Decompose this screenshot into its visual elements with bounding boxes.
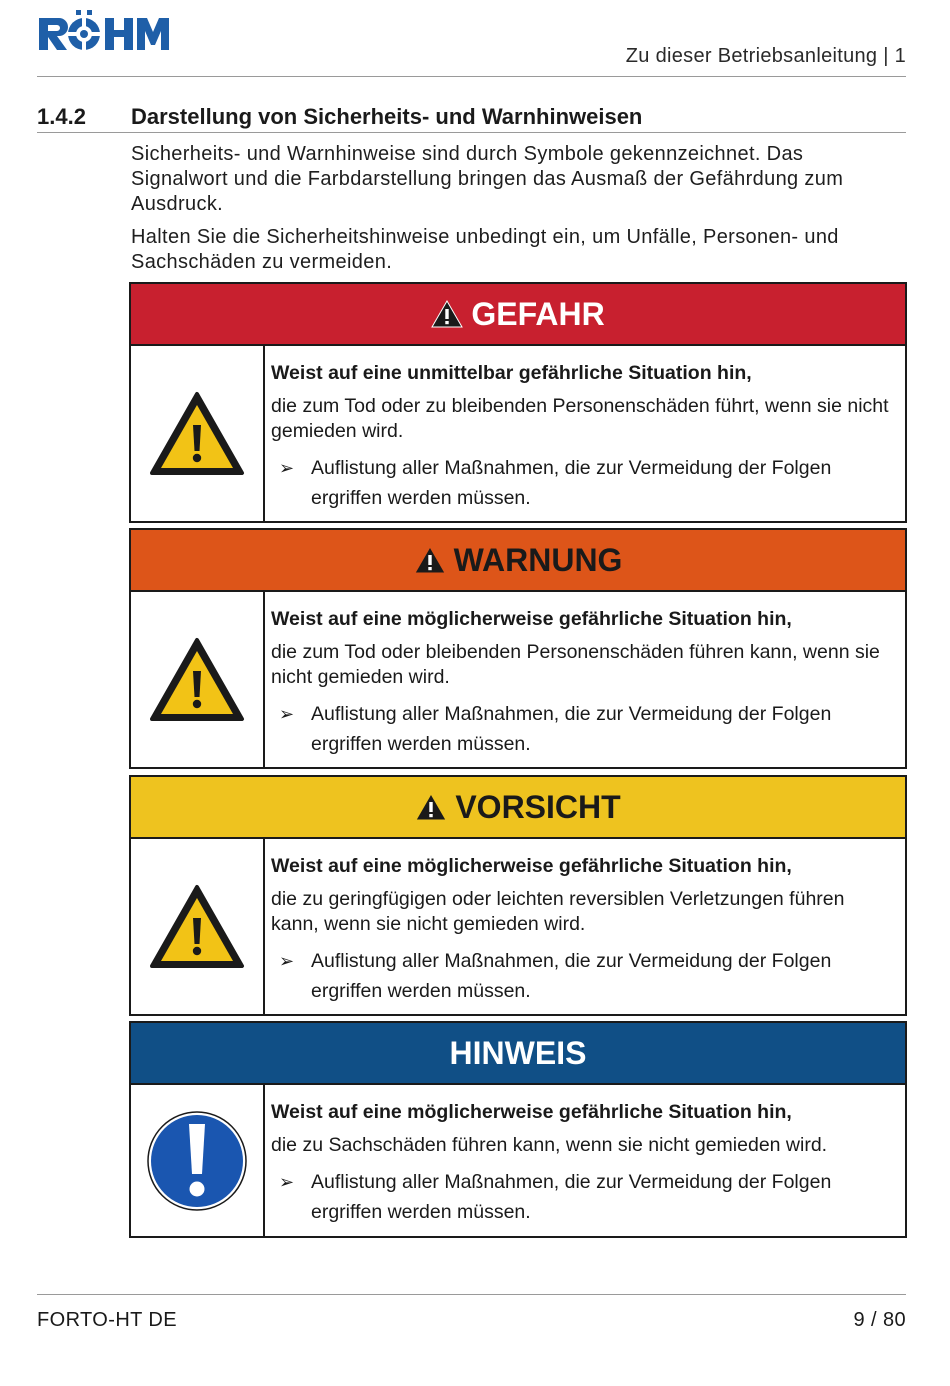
signal-band — [131, 284, 905, 346]
arrow-bullet-icon: ➢ — [279, 951, 295, 971]
footer-divider — [37, 1294, 906, 1295]
measure-text: Auflistung aller Maßnahmen, die zur Vermeidung der Folgen ergriffen werden müssen. — [311, 1171, 832, 1223]
warning-triangle-icon — [149, 637, 245, 723]
small-warning-triangle-icon — [431, 300, 463, 328]
header-divider — [37, 76, 906, 77]
notice-lead: Weist auf eine möglicherweise gefährliche Situation hin, — [271, 1101, 792, 1123]
signal-word: HINWEIS — [449, 1034, 587, 1071]
section-divider — [37, 132, 906, 133]
measure-text: Auflistung aller Maßnahmen, die zur Vermeidung der Folgen ergriffen werden müssen. — [311, 950, 832, 1002]
icon-cell — [131, 1085, 265, 1236]
small-warning-triangle-icon — [414, 546, 446, 574]
small-warning-triangle-icon — [415, 793, 447, 821]
notice-lead: Weist auf eine unmittelbar gefährliche Situation hin, — [271, 362, 752, 384]
warning-triangle-icon — [149, 391, 245, 477]
measure-text: Auflistung aller Maßnahmen, die zur Vermeidung der Folgen ergriffen werden müssen. — [311, 457, 832, 509]
notice-description: die zum Tod oder zu bleibenden Personenschäden führt, wenn sie nicht gemieden wird. — [271, 395, 889, 442]
notice-description: die zu geringfügigen oder leichten reversiblen Verletzungen führen kann, wenn sie nicht gemieden wird. — [271, 888, 845, 935]
arrow-bullet-icon: ➢ — [279, 1172, 295, 1192]
page-number: 9 / 80 — [853, 1309, 906, 1331]
measure-list-item — [271, 946, 897, 1006]
section-title: Darstellung von Sicherheits- und Warnhinweisen — [131, 104, 643, 129]
notice-vorsicht — [129, 775, 907, 1016]
intro-paragraph-2: Halten Sie die Sicherheitshinweise unbedingt ein, um Unfälle, Personen- und Sachschäden zu vermeiden. — [131, 226, 839, 273]
arrow-bullet-icon: ➢ — [279, 704, 295, 724]
measure-list-item — [271, 1167, 897, 1227]
section-number: 1.4.2 — [37, 104, 86, 129]
running-header: Zu dieser Betriebsanleitung | 1 — [625, 45, 906, 67]
measure-list-item — [271, 453, 897, 513]
intro-paragraph-1: Sicherheits- und Warnhinweise sind durch Symbole gekennzeichnet. Das Signalwort und die Farbdarstellung bringen das Ausmaß der Gefährdung zum Ausdruck. — [131, 143, 844, 215]
signal-band — [131, 1023, 905, 1085]
signal-word: GEFAHR — [471, 295, 605, 332]
signal-band — [131, 777, 905, 839]
notice-description: die zum Tod oder bleibenden Personenschäden führen kann, wenn sie nicht gemieden wird. — [271, 641, 880, 688]
icon-cell — [131, 592, 265, 767]
blue-exclamation-circle-icon — [146, 1110, 248, 1212]
notice-hinweis — [129, 1021, 907, 1238]
notice-gefahr — [129, 282, 907, 523]
roehm-logo — [37, 8, 173, 54]
measure-text: Auflistung aller Maßnahmen, die zur Vermeidung der Folgen ergriffen werden müssen. — [311, 703, 832, 755]
icon-cell — [131, 346, 265, 521]
measure-list-item — [271, 699, 897, 759]
notice-lead: Weist auf eine möglicherweise gefährliche Situation hin, — [271, 608, 792, 630]
document-id: FORTO-HT DE — [37, 1309, 177, 1331]
arrow-bullet-icon: ➢ — [279, 458, 295, 478]
signal-word: WARNUNG — [453, 541, 623, 578]
signal-band — [131, 530, 905, 592]
notice-warnung — [129, 528, 907, 769]
notice-lead: Weist auf eine möglicherweise gefährliche Situation hin, — [271, 855, 792, 877]
notice-description: die zu Sachschäden führen kann, wenn sie nicht gemieden wird. — [271, 1134, 828, 1156]
warning-triangle-icon — [149, 884, 245, 970]
signal-word: VORSICHT — [455, 788, 621, 825]
icon-cell — [131, 839, 265, 1014]
